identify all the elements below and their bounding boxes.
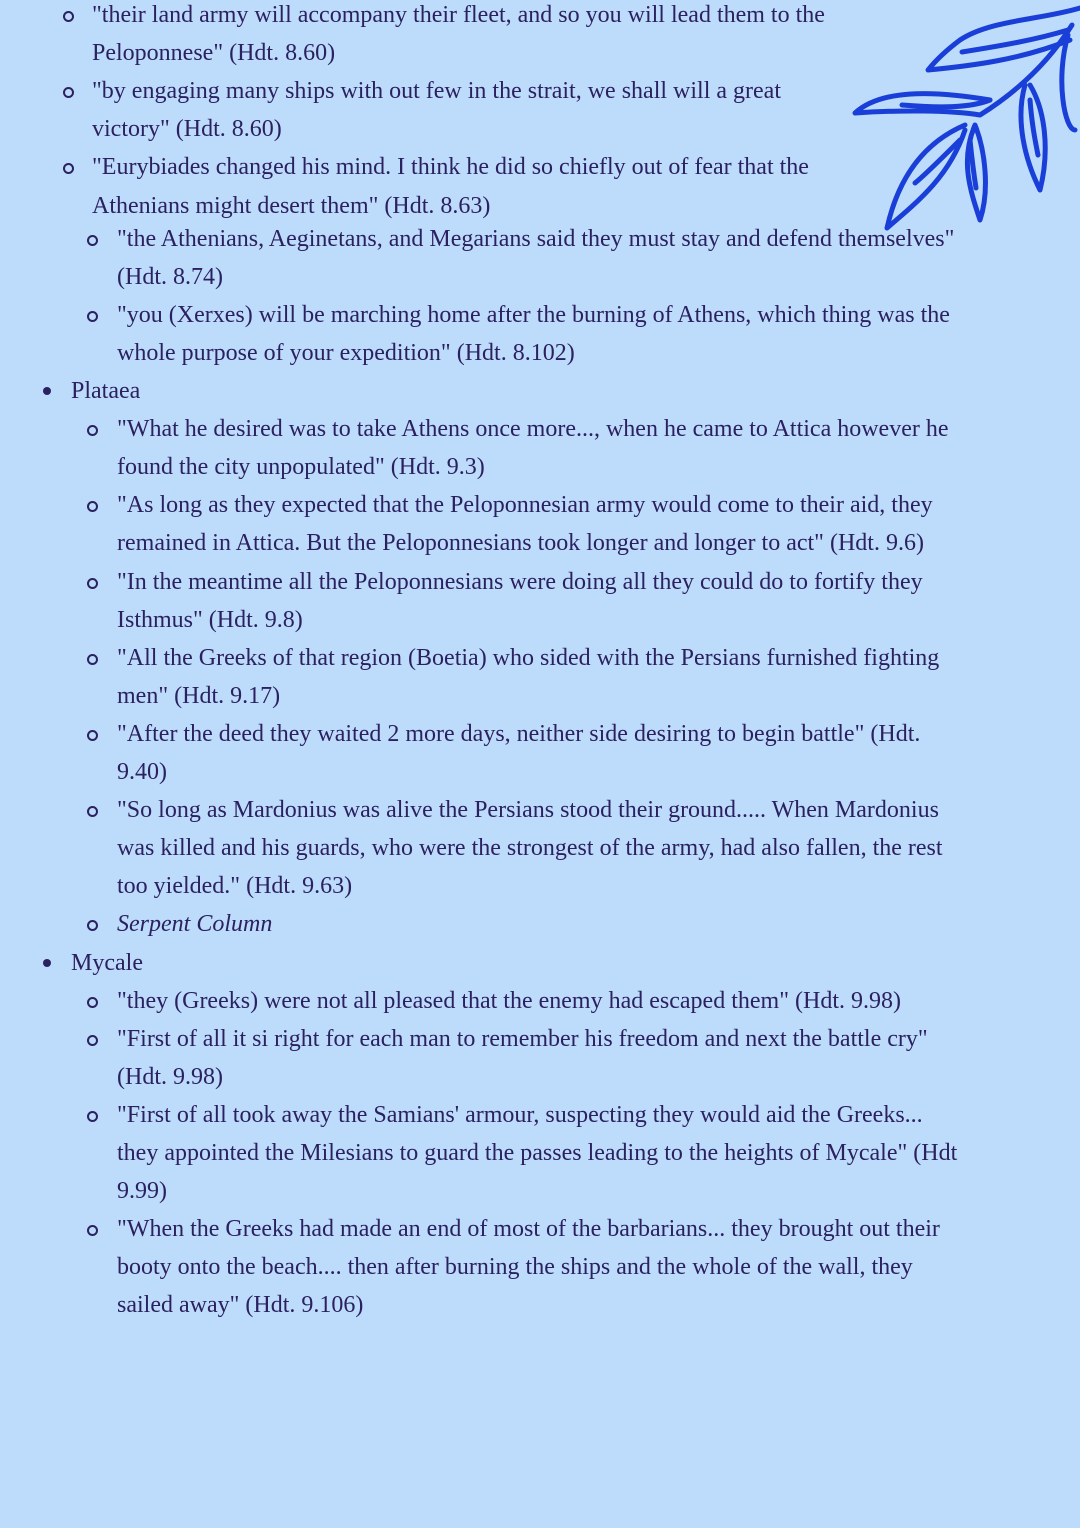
- text-line: sailed away" (Hdt. 9.106): [117, 1292, 364, 1319]
- text-line: 9.99): [117, 1178, 167, 1205]
- text-line: "What he desired was to take Athens once more..., when he came to Attica however he: [117, 416, 949, 443]
- text-line: 9.40): [117, 759, 167, 785]
- text-line: whole purpose of your expedition" (Hdt. 8.102): [117, 339, 575, 366]
- bullet-circle-icon: [87, 425, 98, 436]
- text-line: (Hdt. 8.74): [117, 263, 223, 290]
- text-line: "First of all took away the Samians' armour, suspecting they would aid the Greeks...: [117, 1101, 923, 1128]
- text-line: "As long as they expected that the Peloponnesian army would come to their aid, they: [117, 492, 933, 519]
- text-line: "All the Greeks of that region (Boetia) who sided with the Persians furnished fighting: [117, 644, 940, 671]
- text-line: men" (Hdt. 9.17): [117, 682, 281, 709]
- text-line: "Eurybiades changed his mind. I think he did so chiefly out of fear that the: [92, 154, 809, 181]
- text-line: too yielded." (Hdt. 9.63): [117, 873, 353, 900]
- text-line: Athenians might desert them" (Hdt. 8.63): [92, 192, 491, 219]
- text-line: "by engaging many ships with out few in the strait, we shall will a great: [92, 78, 781, 105]
- bullet-circle-icon: [87, 578, 98, 589]
- text-line: Plataea: [71, 378, 141, 404]
- bullet-circle-icon: [87, 997, 98, 1008]
- bullet-circle-icon: [87, 1225, 98, 1236]
- text-line: "In the meantime all the Peloponnesians were doing all they could do to fortify they: [117, 568, 923, 595]
- bullet-circle-icon: [87, 501, 98, 512]
- text-line: (Hdt. 9.98): [117, 1063, 223, 1090]
- bullet-circle-icon: [87, 1035, 98, 1046]
- text-line: "their land army will accompany their fleet, and so you will lead them to the: [92, 2, 825, 28]
- text-line: victory" (Hdt. 8.60): [92, 116, 282, 143]
- bullet-circle-icon: [63, 11, 74, 22]
- bullet-circle-icon: [63, 87, 74, 98]
- text-line: remained in Attica. But the Peloponnesians took longer and longer to act" (Hdt. 9.6): [117, 530, 924, 557]
- text-line: "After the deed they waited 2 more days, neither side desiring to begin battle" (Hdt.: [117, 720, 921, 747]
- text-line: they appointed the Milesians to guard the passes leading to the heights of Mycale" (Hdt: [117, 1140, 958, 1166]
- text-line: Isthmus" (Hdt. 9.8): [117, 606, 303, 633]
- bullet-circle-icon: [87, 920, 98, 931]
- bullet-circle-icon: [87, 1111, 98, 1122]
- bullet-circle-icon: [87, 806, 98, 817]
- bullet-circle-icon: [63, 163, 74, 174]
- bullet-disc-icon: [43, 959, 51, 967]
- text-line: Serpent Column: [117, 911, 273, 938]
- bullet-circle-icon: [87, 235, 98, 246]
- bullet-circle-icon: [87, 730, 98, 741]
- text-line: Peloponnese" (Hdt. 8.60): [92, 40, 336, 67]
- bullet-circle-icon: [87, 311, 98, 322]
- text-line: was killed and his guards, who were the strongest of the army, had also fallen, the rest: [117, 835, 943, 862]
- bullet-disc-icon: [43, 387, 51, 395]
- text-line: booty onto the beach.... then after burning the ships and the whole of the wall, they: [117, 1254, 913, 1281]
- text-line: "When the Greeks had made an end of most of the barbarians... they brought out their: [117, 1216, 940, 1243]
- bullet-circle-icon: [87, 654, 98, 665]
- text-line: "they (Greeks) were not all pleased that the enemy had escaped them" (Hdt. 9.98): [117, 987, 901, 1014]
- text-line: found the city unpopulated" (Hdt. 9.3): [117, 454, 485, 481]
- text-line: "So long as Mardonius was alive the Persians stood their ground..... When Mardonius: [117, 797, 939, 824]
- text-line: "First of all it si right for each man to remember his freedom and next the battle cry": [117, 1025, 928, 1052]
- text-line: "the Athenians, Aeginetans, and Megarians said they must stay and defend themselves": [117, 225, 955, 252]
- leaf-decoration-icon: [840, 0, 1080, 240]
- text-line: "you (Xerxes) will be marching home after the burning of Athens, which thing was the: [117, 301, 950, 328]
- text-line: Mycale: [71, 949, 143, 976]
